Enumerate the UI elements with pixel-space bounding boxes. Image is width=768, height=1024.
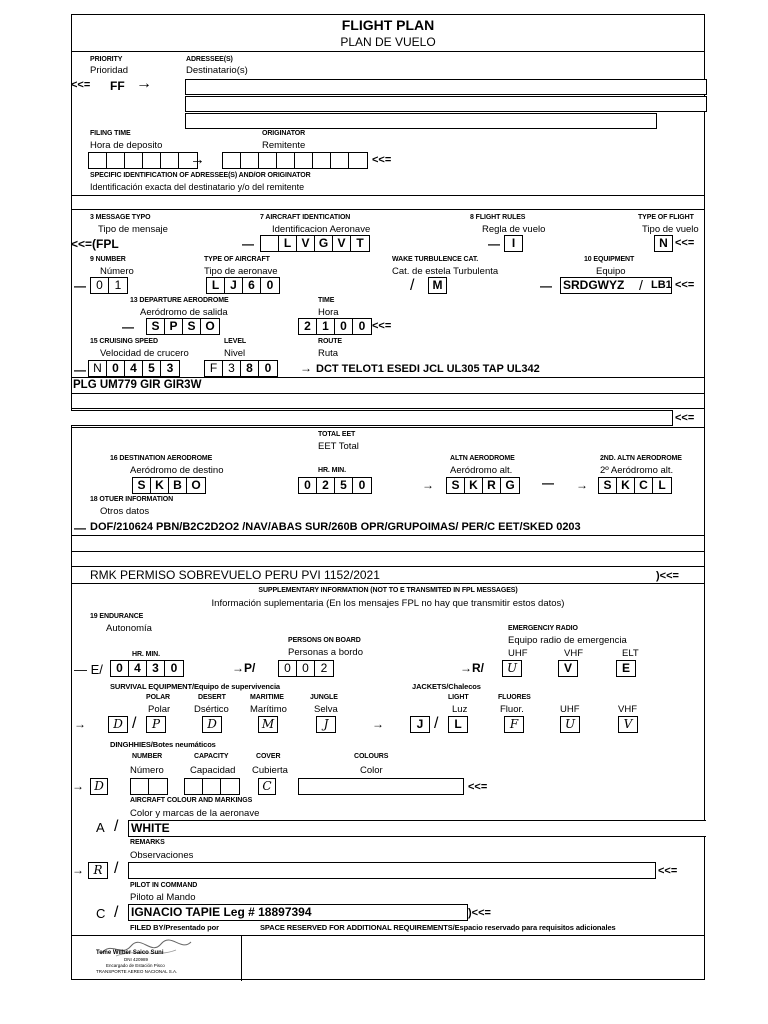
eet-label-en: TOTAL EET: [318, 431, 356, 438]
level-label-es: Nivel: [224, 348, 246, 359]
priority-label-en: PRIORITY: [90, 56, 123, 63]
pob-label-en: PERSONS ON BOARD: [288, 637, 361, 644]
colour-label-en: AIRCRAFT COLOUR AND MARKINGS: [130, 797, 253, 804]
colour-prefix: A: [96, 820, 105, 835]
survival-j-value[interactable]: J: [316, 716, 336, 733]
survival-jungle-es: Selva: [314, 704, 338, 715]
route-line1[interactable]: DCT TELOT1 ESEDI JCL UL305 TAP UL342: [316, 363, 540, 375]
equipment-slash: /: [639, 277, 643, 293]
dinghies-capacity-es: Capacidad: [190, 765, 236, 776]
equipment-value: SRDGWYZ: [563, 278, 625, 292]
radio-elt-label: ELT: [622, 648, 639, 659]
jackets-v-value[interactable]: V: [618, 716, 638, 733]
radio-uhf-label: UHF: [508, 648, 528, 659]
wake-label-es: Cat. de estela Turbulenta: [392, 266, 499, 277]
radio-label-en: EMERGENCIY RADIO: [508, 625, 578, 632]
filing-label-es: Hora de deposito: [90, 140, 163, 151]
altn2-cells[interactable]: S K C L: [598, 477, 672, 494]
equipment-field[interactable]: [560, 277, 672, 294]
addressee-label-es: Destinatario(s): [186, 65, 248, 76]
eet-label-es: EET Total: [318, 441, 359, 452]
altn2-arrow-icon: →: [576, 478, 588, 492]
item19-label-es: Autonomía: [106, 623, 152, 634]
remarks-label-en: REMARKS: [130, 839, 165, 846]
equipment-value2: LB1: [651, 279, 672, 291]
specific-label-en: SPECIFIC IDENTIFICATION OF ADRESSEE(S) AND/OR ORIGINATOR: [90, 172, 311, 179]
route-label-es: Ruta: [318, 348, 339, 359]
endurance-prefix: — E/: [74, 662, 103, 677]
signature-box: [72, 935, 242, 981]
pilot-prefix: C: [96, 906, 106, 921]
altn-label-es: Aeródromo alt.: [450, 465, 513, 476]
stamp-line3: Encargado de Estación Pisco: [106, 963, 165, 968]
altn-arrow-icon: →: [422, 478, 434, 492]
item3-label-es: Tipo de mensaje: [98, 224, 168, 235]
route-line2[interactable]: PLG UM779 GIR GIR3W: [73, 379, 202, 391]
type-flight-value[interactable]: N: [654, 235, 673, 252]
item19-label-en: 19 ENDURANCE: [90, 613, 144, 620]
item7-dash: —: [242, 237, 254, 251]
jackets-l-value[interactable]: L: [448, 716, 468, 733]
originator-label-es: Remitente: [262, 140, 306, 151]
route-line3[interactable]: [71, 410, 673, 426]
cruising-speed-cells[interactable]: N 0 4 5 3: [88, 360, 180, 377]
radio-vhf-value[interactable]: V: [558, 660, 578, 677]
dinghies-cover-es: Cubierta: [252, 765, 288, 776]
survival-polar-es: Polar: [148, 704, 171, 715]
radio-vhf-label: VHF: [564, 648, 583, 659]
time-suffix: <<=: [372, 320, 392, 332]
number-cells[interactable]: 0 1: [90, 277, 128, 294]
jackets-arrow-icon: →: [372, 717, 384, 731]
jackets-fluor-en: FLUORES: [498, 694, 531, 701]
item9-dash: —: [74, 279, 86, 293]
dinghies-number-cells[interactable]: [130, 778, 168, 795]
priority-value[interactable]: FF: [110, 79, 125, 93]
originator-label-en: ORIGINATOR: [262, 130, 306, 137]
pob-cells[interactable]: 0 0 2: [278, 660, 334, 677]
form-title: FLIGHT PLAN: [341, 17, 435, 33]
item8-label-en: 8 FLIGHT RULES: [470, 214, 526, 221]
originator-cells[interactable]: [222, 152, 368, 169]
dinghies-arrow-icon: →: [72, 779, 84, 793]
item16-label-en: 16 DESTINATION AERODROME: [110, 455, 213, 462]
altn-cells[interactable]: S K R G: [446, 477, 520, 494]
item15-label-es: Velocidad de crucero: [100, 348, 189, 359]
jackets-label: JACKETS/Chalecos: [412, 682, 481, 691]
time-cells[interactable]: 2 1 0 0: [298, 318, 372, 335]
supp-label-en: SUPPLEMENTARY INFORMATION (NOT TO E TRANSMITED IN FPL MESSAGES): [258, 587, 518, 594]
item13-label-en: 13 DEPARTURE AERODROME: [130, 297, 229, 304]
survival-maritime-es: Marítimo: [250, 704, 287, 715]
stamp-line4: TRANSPORTE AEREO NACIONAL S.A.: [96, 969, 178, 974]
addressee-field-3[interactable]: [185, 113, 657, 129]
level-label-en: LEVEL: [224, 338, 247, 345]
item16-label-es: Aeródromo de destino: [130, 465, 224, 476]
item7-label-es: Identificacion Aeronave: [272, 224, 371, 235]
item15-label-en: 15 CRUISING SPEED: [90, 338, 158, 345]
pilot-slash: /: [114, 904, 119, 921]
survival-desert-en: DESERT: [198, 694, 226, 701]
jackets-light-en: LIGHT: [448, 694, 469, 701]
time-label-es: Hora: [318, 307, 339, 318]
pilot-suffix: )<<=: [468, 907, 491, 919]
jackets-light-es: Luz: [452, 704, 468, 715]
filing-label-en: FILING TIME: [90, 130, 131, 137]
survival-slash: /: [132, 715, 137, 732]
time-label-en: TIME: [318, 297, 335, 304]
departure-cells[interactable]: S P S O: [146, 318, 220, 335]
item18-label-es: Otros datos: [100, 506, 150, 517]
divider: [72, 427, 704, 428]
item15-dash: —: [74, 363, 86, 377]
specific-label-es: Identificación exacta del destinatario y/o del remitente: [90, 182, 305, 192]
pob-prefix: →P/: [232, 661, 256, 675]
priority-prefix: <<=: [71, 79, 91, 91]
item7-label-en: 7 AIRCRAFT IDENTICATION: [260, 214, 351, 221]
remarks-suffix: <<=: [658, 865, 678, 877]
divider: [72, 583, 704, 584]
radio-uhf-value[interactable]: U: [502, 660, 522, 677]
type-aircraft-label-en: TYPE OF AIRCRAFT: [204, 256, 270, 263]
rmk-suffix: )<<=: [656, 570, 679, 582]
type-flight-suffix: <<=: [675, 237, 695, 249]
aircraft-id-cells[interactable]: L V G V T: [260, 235, 370, 252]
wake-label-en: WAKE TURBULENCE CAT.: [392, 256, 479, 263]
dinghies-capacity-cells[interactable]: [184, 778, 240, 795]
survival-polar-en: POLAR: [146, 694, 171, 701]
survival-desert-es: Dsértico: [194, 704, 229, 715]
wake-slash: /: [410, 277, 415, 294]
survival-jungle-en: JUNGLE: [310, 694, 338, 701]
divider: [72, 566, 704, 567]
item10-dash: —: [540, 279, 552, 293]
colour-field[interactable]: [128, 820, 706, 837]
item10-label-en: 10 EQUIPMENT: [584, 256, 635, 263]
divider: [72, 377, 704, 378]
remarks-label-es: Observaciones: [130, 850, 194, 861]
eet-cells[interactable]: 0 2 5 0: [298, 477, 372, 494]
pob-label-es: Personas a bordo: [288, 647, 363, 658]
item9-label-es: Número: [100, 266, 134, 277]
divider: [72, 51, 704, 52]
dinghies-capacity-en: CAPACITY: [194, 753, 229, 760]
item8-label-es: Regla de vuelo: [482, 224, 546, 235]
flight-plan-form: [71, 14, 705, 980]
level-cells[interactable]: F 3 8 0: [204, 360, 278, 377]
filing-arrow-icon: →: [190, 151, 205, 168]
remarks-slash: /: [114, 860, 119, 877]
divider: [72, 535, 704, 536]
dinghies-number-es: Número: [130, 765, 164, 776]
space-label: SPACE RESERVED FOR ADDITIONAL REQUIREMENTS/Espacio reservado para requisitos adicionales: [260, 923, 616, 932]
colour-label-es: Color y marcas de la aeronave: [130, 808, 260, 819]
pilot-label-en: PILOT IN COMMAND: [130, 882, 198, 889]
pilot-field[interactable]: [128, 904, 468, 921]
aircraft-type-cells[interactable]: L J 6 0: [206, 277, 280, 294]
type-flight-label-en: TYPE OF FLIGHT: [638, 214, 694, 221]
flight-rules-value[interactable]: I: [504, 235, 523, 252]
item3-label-en: 3 MESSAGE TYPO: [90, 214, 151, 221]
jackets-vhf-label: VHF: [618, 704, 637, 715]
type-flight-label-es: Tipo de vuelo: [642, 224, 699, 235]
stamp-line1: Teme Wilber Saico Suni: [96, 950, 164, 956]
filing-suffix: <<=: [372, 154, 392, 166]
filing-time-cells[interactable]: [88, 152, 198, 169]
other-info-value[interactable]: DOF/210624 PBN/B2C2D2O2 /NAV/ABAS SUR/260B OPR/GRUPOIMAS/ PER/C EET/SKED 0203: [90, 521, 581, 533]
radio-elt-value[interactable]: E: [616, 660, 636, 677]
item8-dash: —: [488, 237, 500, 251]
wake-value[interactable]: M: [428, 277, 447, 294]
divider: [72, 195, 704, 196]
filed-label: FILED BY/Presentado por: [130, 923, 219, 932]
radio-label-es: Equipo radio de emergencia: [508, 635, 627, 646]
supp-label-es: Información suplementaria (En los mensajes FPL no hay que transmitir estos datos): [211, 598, 565, 609]
item13-dash: —: [122, 320, 134, 334]
divider: [72, 551, 704, 552]
equipment-suffix: <<=: [675, 279, 695, 291]
divider: [72, 393, 704, 394]
route-label-en: ROUTE: [318, 338, 343, 345]
form-subtitle: PLAN DE VUELO: [340, 35, 436, 49]
stamp-line2: DNI 420989: [124, 957, 149, 962]
pilot-label-es: Piloto al Mando: [130, 892, 196, 903]
message-type-value[interactable]: <<=(FPL: [71, 237, 119, 251]
item9-label-en: 9 NUMBER: [90, 256, 126, 263]
dinghies-cover-en: COVER: [256, 753, 281, 760]
survival-label: SURVIVAL EQUIPMENT/Equipo de supervivencia: [110, 682, 281, 691]
survival-s-value[interactable]: D: [108, 716, 128, 733]
dinghies-number-en: NUMBER: [132, 753, 163, 760]
route-arrow-icon: →: [300, 361, 312, 375]
route-suffix: <<=: [675, 412, 695, 424]
priority-label-es: Prioridad: [90, 65, 129, 76]
addressee-label-en: ADRESSEE(S): [186, 56, 233, 63]
survival-d-value[interactable]: D: [202, 716, 222, 733]
item13-label-es: Aeródromo de salida: [140, 307, 228, 318]
remarks-r-value[interactable]: R: [88, 862, 108, 879]
destination-cells[interactable]: S K B O: [132, 477, 206, 494]
rmk-value[interactable]: RMK PERMISO SOBREVUELO PERU PVI 1152/2021: [90, 568, 380, 582]
remarks-arrow-icon: →: [72, 863, 84, 877]
divider: [72, 408, 704, 409]
addressee-field-1[interactable]: [185, 79, 707, 95]
jackets-uhf-label: UHF: [560, 704, 580, 715]
altn2-label-es: 2º Aeródromo alt.: [600, 465, 674, 476]
dinghies-suffix: <<=: [468, 781, 488, 793]
dinghies-label: DINGHHIES/Botes neumáticos: [110, 740, 216, 749]
jackets-u-value[interactable]: U: [560, 716, 580, 733]
jackets-j-value[interactable]: J: [410, 716, 430, 733]
pilot-value: IGNACIO TAPIE Leg # 18897394: [131, 905, 312, 919]
survival-maritime-en: MARITIME: [250, 694, 284, 701]
colour-value: WHITE: [131, 821, 170, 835]
survival-m-value[interactable]: M: [258, 716, 278, 733]
jackets-f-value[interactable]: F: [504, 716, 524, 733]
addressee-field-2[interactable]: [185, 96, 707, 112]
eet-sub: HR. MIN.: [318, 467, 346, 474]
jackets-fluor-es: Fluor.: [500, 704, 524, 715]
priority-arrow-icon: →: [136, 75, 152, 92]
dinghies-cover-value[interactable]: C: [258, 778, 276, 795]
item18-dash: —: [74, 521, 86, 535]
altn-label-en: ALTN AERODROME: [450, 455, 515, 462]
dinghies-colours-en: COLOURS: [354, 753, 389, 760]
altn2-label-en: 2ND. ALTN AERODROME: [600, 455, 682, 462]
type-aircraft-label-es: Tipo de aeronave: [204, 266, 278, 277]
dinghies-colour-field[interactable]: [298, 778, 464, 795]
survival-p-value[interactable]: P: [146, 716, 166, 733]
survival-arrow-icon: →: [74, 717, 86, 731]
item18-label-en: 18 OTUER INFORMATION: [90, 496, 174, 503]
colour-slash: /: [114, 818, 119, 835]
dinghies-colours-es: Color: [360, 765, 383, 776]
remarks-field[interactable]: [128, 862, 656, 879]
altn-dash: —: [542, 476, 554, 490]
endurance-cells[interactable]: 0 4 3 0: [110, 660, 184, 677]
divider: [72, 209, 704, 210]
item10-label-es: Equipo: [596, 266, 626, 277]
endurance-sub: HR. MIN.: [132, 651, 160, 658]
dinghies-d-value[interactable]: D: [90, 778, 108, 795]
jackets-slash: /: [434, 715, 439, 732]
radio-prefix: →R/: [460, 661, 484, 675]
additional-requirements-box: [242, 935, 704, 981]
